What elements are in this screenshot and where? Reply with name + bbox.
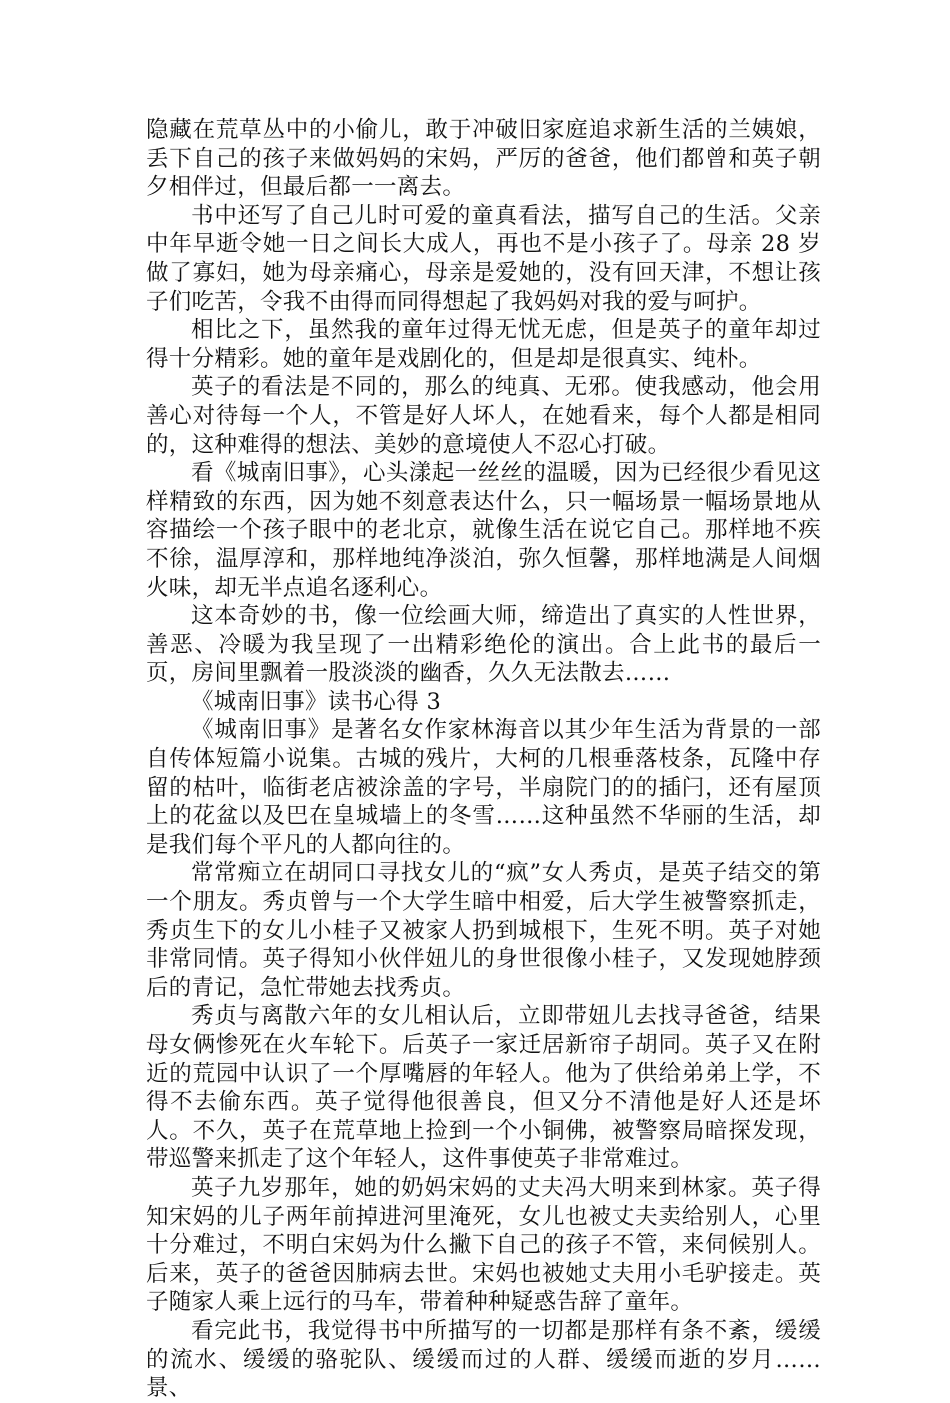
paragraph-12: 看完此书，我觉得书中所描写的一切都是那样有条不紊，缓缓的流水、缓缓的骆驼队、缓缓而过的人群、缓缓而逝的岁月……景、 [146, 1317, 821, 1402]
paragraph-5: 看《城南旧事》，心头漾起一丝丝的温暖，因为已经很少看见这样精致的东西，因为她不刻意表达什么，只一幅场景一幅场景地从容描绘一个孩子眼中的老北京，就像生活在说它自己。那样地不疾不徐，温厚淳和，那样地纯净淡泊，弥久恒馨，那样地满是人间烟火味，却无半点追名逐利心。 [146, 460, 821, 601]
paragraph-8: 《城南旧事》是著名女作家林海音以其少年生活为背景的一部自传体短篇小说集。古城的残片，大柯的几根垂落枝条，瓦隆中存留的枯叶，临街老店被涂盖的字号，半扇院门的的插闩，还有屋顶上的花盆以及巴在皇城墙上的冬雪……这种虽然不华丽的生活，却是我们每个平凡的人都向往的。 [146, 717, 821, 858]
paragraph-1: 隐藏在荒草丛中的小偷儿，敢于冲破旧家庭追求新生活的兰姨娘，丢下自己的孩子来做妈妈的宋妈，严厉的爸爸，他们都曾和英子朝夕相伴过，但最后都一一离去。 [146, 117, 821, 201]
paragraph-4: 英子的看法是不同的，那么的纯真、无邪。使我感动，他会用善心对待每一个人，不管是好人坏人，在她看来，每个人都是相同的，这种难得的想法、美妙的意境使人不忍心打破。 [146, 374, 821, 458]
paragraph-3: 相比之下，虽然我的童年过得无忧无虑，但是英子的童年却过得十分精彩。她的童年是戏剧化的，但是却是很真实、纯朴。 [146, 317, 821, 372]
paragraph-10: 秀贞与离散六年的女儿相认后，立即带妞儿去找寻爸爸，结果母女俩惨死在火车轮下。后英子一家迁居新帘子胡同。英子又在附近的荒园中认识了一个厚嘴唇的年轻人。他为了供给弟弟上学，不得不去偷东西。英子觉得他很善良，但又分不清他是好人还是坏人。不久，英子在荒草地上捡到一个小铜佛，被警察局暗探发现，带巡警来抓走了这个年轻人，这件事使英子非常难过。 [146, 1003, 821, 1173]
paragraph-2: 书中还写了自己儿时可爱的童真看法，描写自己的生活。父亲中年早逝令她一日之间长大成人，再也不是小孩子了。母亲 28 岁做了寡妇，她为母亲痛心，母亲是爱她的，没有回天津，不想让孩子们吃苦，令我不由得而同得想起了我妈妈对我的爱与呵护。 [146, 202, 821, 315]
paragraph-9: 常常痴立在胡同口寻找女儿的“疯”女人秀贞，是英子结交的第一个朋友。秀贞曾与一个大学生暗中相爱，后大学生被警察抓走，秀贞生下的女儿小桂子又被家人扔到城根下，生死不明。英子对她非常同情。英子得知小伙伴妞儿的身世很像小桂子，又发现她脖颈后的青记，急忙带她去找秀贞。 [146, 860, 821, 1001]
paragraph-6: 这本奇妙的书，像一位绘画大师，缔造出了真实的人性世界，善恶、冷暖为我呈现了一出精彩绝伦的演出。合上此书的最后一页，房间里飘着一股淡淡的幽香，久久无法散去…… [146, 603, 821, 687]
document-body [146, 116, 821, 1403]
section-heading: 《城南旧事》读书心得 3 [191, 688, 442, 715]
paragraph-11: 英子九岁那年，她的奶妈宋妈的丈夫冯大明来到林家。英子得知宋妈的儿子两年前掉进河里淹死，女儿也被丈夫卖给别人，心里十分难过，不明白宋妈为什么撇下自己的孩子不管，来伺候别人。后来，英子的爸爸因肺病去世。宋妈也被她丈夫用小毛驴接走。英子随家人乘上远行的马车，带着种种疑惑告辞了童年。 [146, 1174, 821, 1316]
